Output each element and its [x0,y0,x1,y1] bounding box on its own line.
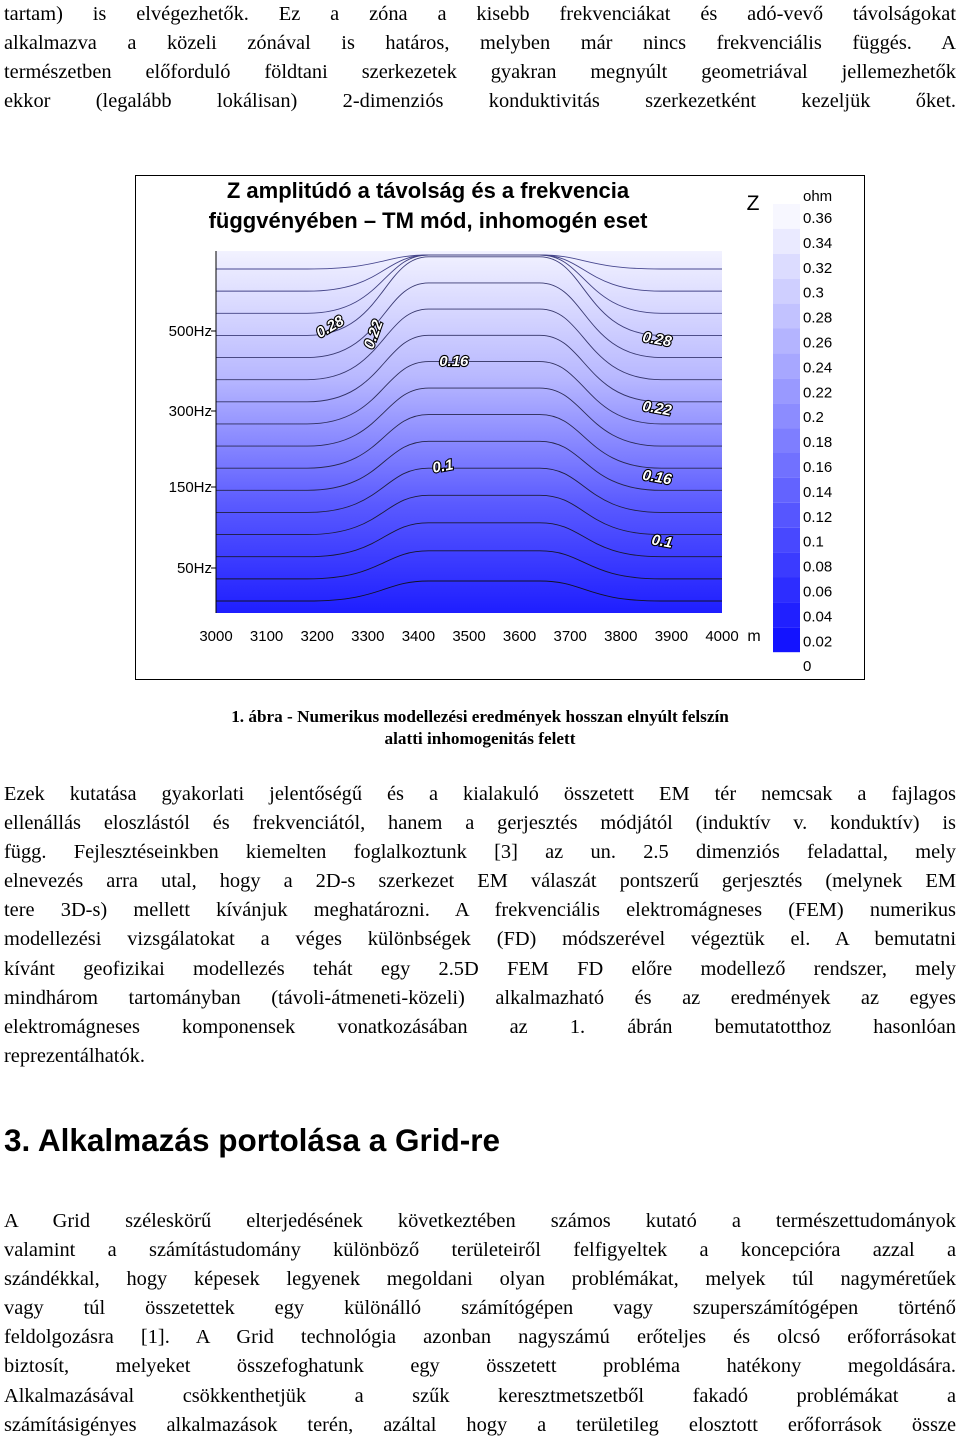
colorbar-swatch [773,304,800,329]
x-tick-label: 3500 [452,628,486,645]
chart-title-line-2: függvényében – TM mód, inhomogén eset [208,208,648,233]
colorbar-swatch [773,528,800,553]
figure-contour-plot [135,175,865,680]
colorbar-swatch [773,204,800,229]
colorbar [773,188,832,675]
x-tick-label: 3600 [502,628,537,645]
text-line: vagy túl összetettek egy különálló számítógépen vagy szuperszámítógépen történő [4,1297,956,1320]
colorbar-level-label: 0.26 [803,334,833,352]
text-line: Alkalmazásával csökkenthetjük a szűk keresztmetszetből fakadó problémákat a [4,1384,956,1407]
colorbar-swatch [773,353,800,378]
colorbar-swatch [773,329,800,354]
colorbar-swatch [773,627,800,652]
colorbar-swatch [773,428,800,453]
colorbar-level-label: 0.22 [803,384,833,402]
text-line: elnevezés arra utal, hogy a 2D-s szerkezet EM válaszát pontszerű gerjesztés (melynek EM [4,870,956,893]
paragraph-mid [4,780,956,1071]
text-line: valamint a számítástudomány különböző területeiről felfigyeltek a koncepcióra azzal a [4,1239,956,1262]
contour-label: 0.16 [439,353,469,370]
y-tick-label: 50Hz [176,560,212,577]
text-line: ekkor (legalább lokálisan) 2-dimenziós konduktivitás szerkezetként kezeljük őket. [4,90,956,113]
paragraph-bottom [4,1207,956,1440]
caption-line-2: alatti inhomogenitás felett [384,729,576,748]
text-line: feldolgozásra [1]. A Grid technológia azonban nagyszámú erőteljes és olcsó erőforrásokat [4,1326,956,1349]
contour-chart [136,176,863,678]
colorbar-level-label: 0.14 [803,483,833,501]
x-tick-label: 3400 [401,628,436,645]
contour-label: 0.1 [431,456,455,477]
text-line: tere 3D-s) mellett kívánjuk meghatározni. A frekvenciális elektromágneses (FEM) numerikus [4,899,956,922]
text-line: tartam) is elvégezhetők. Ez a zóna a kisebb frekvenciákat és adó-vevő távolságokat [4,3,956,25]
x-axis-unit: m [747,628,761,645]
text-line: reprezentálhatók. [4,1044,145,1067]
y-tick-label: 150Hz [168,479,212,496]
text-line: függ. Fejlesztéseinkben kiemelten foglalkoztunk [3] az un. 2.5 dimenziós feladattal, mely [4,841,956,864]
text-line: elektromágneses komponensek vonatkozásában az 1. ábrán bemutatotthoz hasonlóan [4,1015,956,1038]
colorbar-swatch [773,229,800,254]
figure-caption [0,706,960,750]
colorbar-level-label: 0.1 [803,533,824,551]
colorbar-unit: ohm [803,188,833,205]
colorbar-swatch [773,503,800,528]
x-tick-label: 3000 [199,628,233,645]
colorbar-swatch [773,254,800,279]
variable-label: Z [746,192,760,215]
colorbar-swatch [773,602,800,627]
colorbar-level-label: 0.12 [803,508,833,526]
contour-label: 0.22 [641,397,673,420]
plot-area [211,251,727,613]
colorbar-level-label: 0.34 [803,234,833,252]
contour-label: 0.28 [313,312,348,342]
colorbar-swatch [773,279,800,304]
contour-label: 0.1 [650,531,674,552]
x-tick-label: 3900 [654,628,689,645]
text-line: természetben előforduló földtani szerkezetek gyakran megnyúlt geometriával jellemezhetők [4,61,956,84]
chart-title-line-1: Z amplitúdó a távolság és a frekvencia [226,178,630,203]
text-line: számításigényes alkalmazások terén, azáltal hogy a területileg elosztott erőforrások össze [4,1413,956,1436]
text-line: modellezési vizsgálatokat a véges különbségek (FD) módszerével végeztük el. A bemutatni [4,928,956,951]
colorbar-level-label: 0.18 [803,434,833,452]
text-line: Ezek kutatása gyakorlati jelentőségű és a kialakuló összetett EM tér nemcsak a fajlagos [4,783,956,805]
paragraph-top [4,0,956,116]
text-line: szándékkal, hogy képesek legyenek megoldani olyan problémákat, melyek túl nagyméretűek [4,1268,956,1291]
colorbar-level-label: 0.28 [803,309,833,327]
colorbar-level-label: 0.08 [803,558,833,576]
x-tick-label: 3700 [553,628,587,645]
colorbar-swatch [773,378,800,403]
y-tick-label: 300Hz [168,403,212,420]
text-line: A Grid széleskörű elterjedésének következtében számos kutató a természettudományok [4,1210,956,1232]
colorbar-swatch [773,553,800,578]
colorbar-level-label: 0.3 [803,284,824,302]
plot-background [216,251,722,613]
text-line: kívánt geofizikai modellezés tehát egy 2.5D FEM FD előre modellező rendszer, mely [4,957,956,980]
contour-label: 0.16 [641,466,673,489]
colorbar-level-label: 0.04 [803,608,833,626]
colorbar-level-label: 0.02 [803,633,833,651]
caption-line-1: 1. ábra - Numerikus modellezési eredmények hosszan elnyúlt felszín [231,707,729,726]
colorbar-swatch [773,578,800,603]
colorbar-swatch [773,453,800,478]
colorbar-level-label: 0.16 [803,459,833,476]
x-tick-label: 3800 [604,628,638,645]
colorbar-level-label: 0.24 [803,359,833,377]
contour-label: 0.22 [360,317,387,352]
y-tick-label: 500Hz [168,323,212,340]
chart-titles [209,178,760,233]
text-line: biztosít, melyeket összefoghatunk egy összetett probléma hatékony megoldására. [4,1355,956,1378]
colorbar-level-label: 0 [803,658,812,676]
colorbar-level-label: 0.36 [803,210,833,227]
colorbar-level-label: 0.2 [803,409,824,427]
colorbar-swatch [773,478,800,503]
contour-label: 0.28 [641,328,673,351]
section-heading: 3. Alkalmazás portolása a Grid-re [4,1122,501,1158]
colorbar-swatch [773,403,800,428]
text-line: ellenállás eloszlástól és frekvenciától, hanem a gerjesztés módjától (induktív v. konduktív) is [4,812,956,835]
x-tick-label: 4000 [705,628,739,645]
text-line: alkalmazva a közeli zónával is határos, melyben már nincs frekvenciális függés. A [4,32,956,55]
colorbar-level-label: 0.06 [803,583,833,601]
x-tick-label: 3300 [351,628,385,645]
x-tick-label: 3200 [300,628,334,645]
x-tick-label: 3100 [249,628,284,645]
colorbar-level-label: 0.32 [803,259,833,277]
text-line: mindhárom tartományban (távoli-átmeneti-közeli) alkalmazható és az eredmények az egyes [4,986,956,1009]
